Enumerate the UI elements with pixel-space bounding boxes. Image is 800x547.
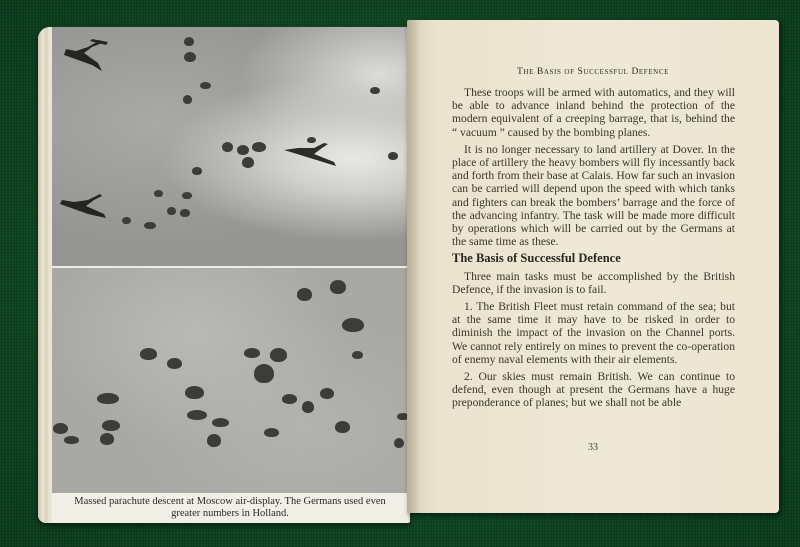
bomber-plane-icon	[60, 192, 110, 222]
parachute	[330, 280, 346, 294]
parachute	[252, 142, 266, 152]
parachute	[212, 418, 229, 427]
parachute	[264, 428, 279, 437]
parachute	[192, 167, 202, 175]
parachute	[222, 142, 233, 152]
parachute	[270, 348, 287, 362]
spine-shadow	[407, 20, 421, 513]
parachute	[237, 145, 249, 155]
parachute	[64, 436, 79, 444]
body-text	[452, 86, 735, 414]
parachute	[100, 433, 114, 445]
parachute	[307, 137, 316, 143]
parachute	[122, 217, 131, 224]
parachute	[242, 157, 254, 168]
parachute	[144, 222, 156, 229]
parachute	[183, 95, 192, 104]
page-number: 33	[588, 442, 598, 453]
parachute	[394, 438, 404, 448]
parachute	[53, 423, 68, 434]
photo-massed-parachutes	[52, 268, 408, 493]
parachute	[167, 207, 176, 215]
caption-line-1: Massed parachute descent at Moscow air-display. The Germans used even	[74, 496, 386, 507]
parachute	[388, 152, 398, 160]
parachute	[370, 87, 380, 94]
parachute	[154, 190, 163, 197]
parachute	[102, 420, 120, 431]
bomber-plane-icon	[284, 142, 339, 172]
parachute	[335, 421, 350, 433]
right-page	[407, 20, 779, 513]
parachute	[182, 192, 192, 199]
page-edges	[38, 27, 50, 523]
parachute	[187, 410, 207, 420]
photo-bombers-paratroopers	[52, 27, 408, 266]
photo-caption	[52, 493, 408, 523]
section-heading: The Basis of Successful Defence	[452, 251, 621, 266]
bomber-plane-icon	[62, 37, 112, 77]
left-page	[38, 27, 410, 523]
paragraph: These troops will be armed with automatics, and they will be able to advance inland behind the protection of the modern equivalent of a creeping barrage, that is, behind the “ vacuum ” caused by the bombing planes.	[452, 86, 735, 139]
caption-line-2: greater numbers in Holland.	[171, 508, 289, 519]
parachute	[282, 394, 297, 404]
parachute	[97, 393, 119, 404]
parachute	[320, 388, 334, 399]
parachute	[167, 358, 182, 369]
paragraph: It is no longer necessary to land artillery at Dover. In the place of artillery the heavy bombers will fly incessantly back and forth from their base at Calais. How far such an invasion can be carried will depend upon the speed with which tanks and fighters can break the bombers’ barrage and the force of the advancing infantry. The task will be made more difficult by operations which will be carried out by the Germans at the same time as these.	[452, 142, 735, 249]
parachute	[140, 348, 157, 360]
parachute	[184, 52, 196, 62]
parachute	[185, 386, 204, 399]
parachute	[180, 209, 190, 217]
parachute	[342, 318, 364, 332]
paragraph: Three main tasks must be accomplished by the British Defence, if the invasion is to fail.	[452, 269, 735, 296]
parachute	[302, 401, 314, 413]
parachute	[254, 364, 274, 383]
parachute	[207, 434, 221, 447]
parachute	[184, 37, 194, 46]
paragraph: 1. The British Fleet must retain command of the sea; but at the same time it may have to be risked in order to diminish the impact of the invasion on the Channel ports. We cannot rely entirely on mines to prevent the co-operation of enemy naval elements with their air elements.	[452, 300, 735, 366]
running-head: The Basis of Successful Defence	[517, 67, 669, 77]
parachute	[200, 82, 211, 89]
parachute	[352, 351, 363, 359]
parachute	[297, 288, 312, 301]
paragraph: 2. Our skies must remain British. We can continue to defend, even though at present the Germans have a huge preponderance of planes; but we shall not be able	[452, 370, 735, 410]
parachute	[244, 348, 260, 358]
